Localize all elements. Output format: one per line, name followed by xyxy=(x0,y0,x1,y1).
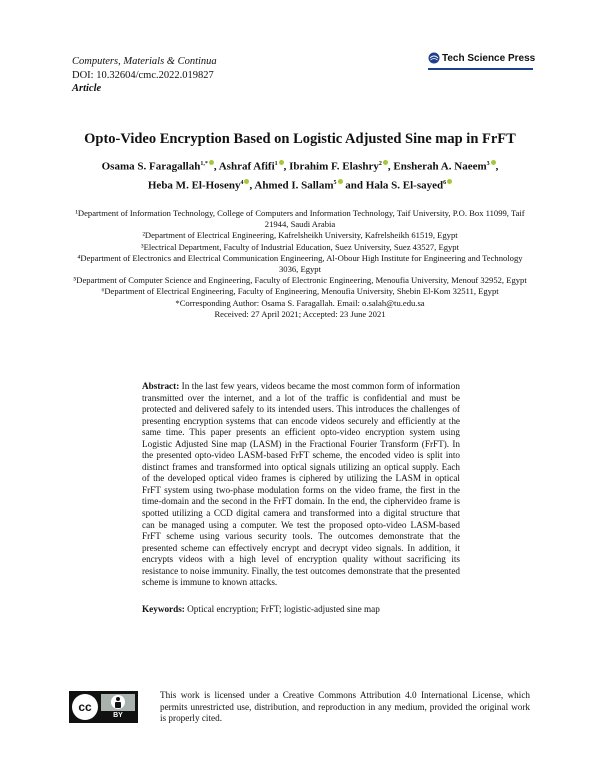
author-separator: , xyxy=(213,160,219,173)
creative-commons-icon: cc xyxy=(72,694,98,720)
doi[interactable]: DOI: 10.32604/cmc.2022.019827 xyxy=(72,69,214,81)
author-affiliation-marker: 5 xyxy=(333,179,337,186)
author-separator: , xyxy=(249,179,255,192)
keywords-text: Optical encryption; FrFT; logistic-adjusted sine map xyxy=(187,604,380,614)
author-list xyxy=(80,156,520,193)
author-name: Osama S. Faragallah xyxy=(101,160,201,173)
author-affiliation-marker: 1,* xyxy=(200,161,208,167)
affiliation-3: ³Electrical Department, Faculty of Industrial Education, Suez University, Suez 43527, Egypt xyxy=(141,241,459,252)
author-separator: , xyxy=(495,160,499,173)
author-name: Ahmed I. Sallam xyxy=(254,179,334,192)
author-name: Hala S. El-sayed xyxy=(365,179,444,192)
journal-name: Computers, Materials & Continua xyxy=(72,56,217,67)
abstract xyxy=(142,381,460,589)
author-separator: , xyxy=(283,160,290,173)
author-affiliation-marker: 6 xyxy=(443,179,447,186)
publisher-rule xyxy=(428,68,533,70)
publisher-name: Tech Science Press xyxy=(442,52,536,64)
by-label: BY xyxy=(101,711,135,720)
abstract-text: In the last few years, videos became the most common form of information transmitted over the internet, and a lot of the traffic is confidential and must be protected and delivered safely to its intended users. This introduces the challenges of presenting encryption systems that can encode videos securely and efficiently at the same time. This paper presents an efficient opto-video encryption system using Logistic Adjusted Sine map (LASM) in the Fractional Fourier Transform (FrFT). In the presented opto-video LASM-based FrFT scheme, the encoded video is split into distinct frames and transformed into optical signals utilizing an optical supply. Each of the developed optical video frames is ciphered by utilizing the LASM in optical FrFT system using two-phase modulation forms on the video frame, the first in the time-domain and the second in the FrFT domain. In the end, the ciphervideo frame is spotted utilizing a CCD digital camera and transformed into a digital structure that can be managed using a computer. We test the proposed opto-video LASM-based FrFT scheme using various security tools. The outcomes demonstrate that the presented scheme can effectively encrypt and decrypt video signals. In addition, it encrypts videos with a high level of encryption quality without sacrificing its resistance to noise immunity. Finally, the test outcomes demonstrate that the presented scheme is immune to known attacks. xyxy=(142,381,460,588)
author-line-1 xyxy=(80,156,520,175)
affiliation-4: ⁴Department of Electronics and Electrical Communication Engineering, Al-Obour High Institute for Engineering and Technology 3036, Egypt xyxy=(77,252,523,275)
corresponding-author: *Corresponding Author: Osama S. Faragallah. Email: o.salah@tu.edu.sa xyxy=(175,297,425,308)
author-affiliation-marker: 1 xyxy=(274,161,278,167)
journal-header xyxy=(72,55,217,96)
attribution-panel xyxy=(101,694,135,720)
publisher-logo xyxy=(428,52,535,64)
keywords xyxy=(142,604,472,614)
affiliation-2: ²Department of Electrical Engineering, Kafrelsheikh University, Kafrelsheikh 61519, Egypt xyxy=(142,230,458,241)
received-accepted-dates: Received: 27 April 2021; Accepted: 23 June 2021 xyxy=(214,308,386,319)
article-type: Article xyxy=(72,83,102,94)
author-separator: , xyxy=(387,160,394,173)
affiliation-6: ⁶Department of Electrical Engineering, Faculty of Engineering, Menoufia University, Shebin El-Kom 32511, Egypt xyxy=(101,286,499,297)
author-line-2 xyxy=(80,175,520,194)
author-name: Ibrahim F. Elashry xyxy=(289,160,379,173)
orcid-icon[interactable] xyxy=(447,179,452,184)
publisher-globe-icon xyxy=(428,52,440,64)
paper-title: Opto-Video Encryption Based on Logistic Adjusted Sine map in FrFT xyxy=(84,131,516,147)
author-name: Ashraf Afifi xyxy=(218,160,275,173)
author-affiliation-marker: 3 xyxy=(486,161,490,167)
attribution-person-icon xyxy=(111,695,125,709)
author-affiliation-marker: 4 xyxy=(240,179,244,186)
keywords-label: Keywords: xyxy=(142,604,185,614)
affiliation-1: ¹Department of Information Technology, College of Computers and Information Technology, Taif University, P.O. Box 11099, Taif 21944, Saudi Arabia xyxy=(75,208,525,230)
abstract-label: Abstract: xyxy=(142,381,180,391)
author-affiliation-marker: 2 xyxy=(378,161,382,167)
author-name: Heba M. El-Hoseny xyxy=(147,179,241,192)
license-statement: This work is licensed under a Creative Commons Attribution 4.0 International License, which permits unrestricted use, distribution, and reproduction in any medium, provided the original work is properly cited. xyxy=(160,690,530,723)
author-separator: and xyxy=(342,179,366,192)
affiliations xyxy=(70,208,530,320)
cc-by-license-badge[interactable] xyxy=(69,691,138,723)
affiliation-5: ⁵Department of Computer Science and Engineering, Faculty of Electronic Engineering, Menoufia University, Menouf 32952, Egypt xyxy=(73,275,527,286)
author-name: Ensherah A. Naeem xyxy=(393,160,487,173)
